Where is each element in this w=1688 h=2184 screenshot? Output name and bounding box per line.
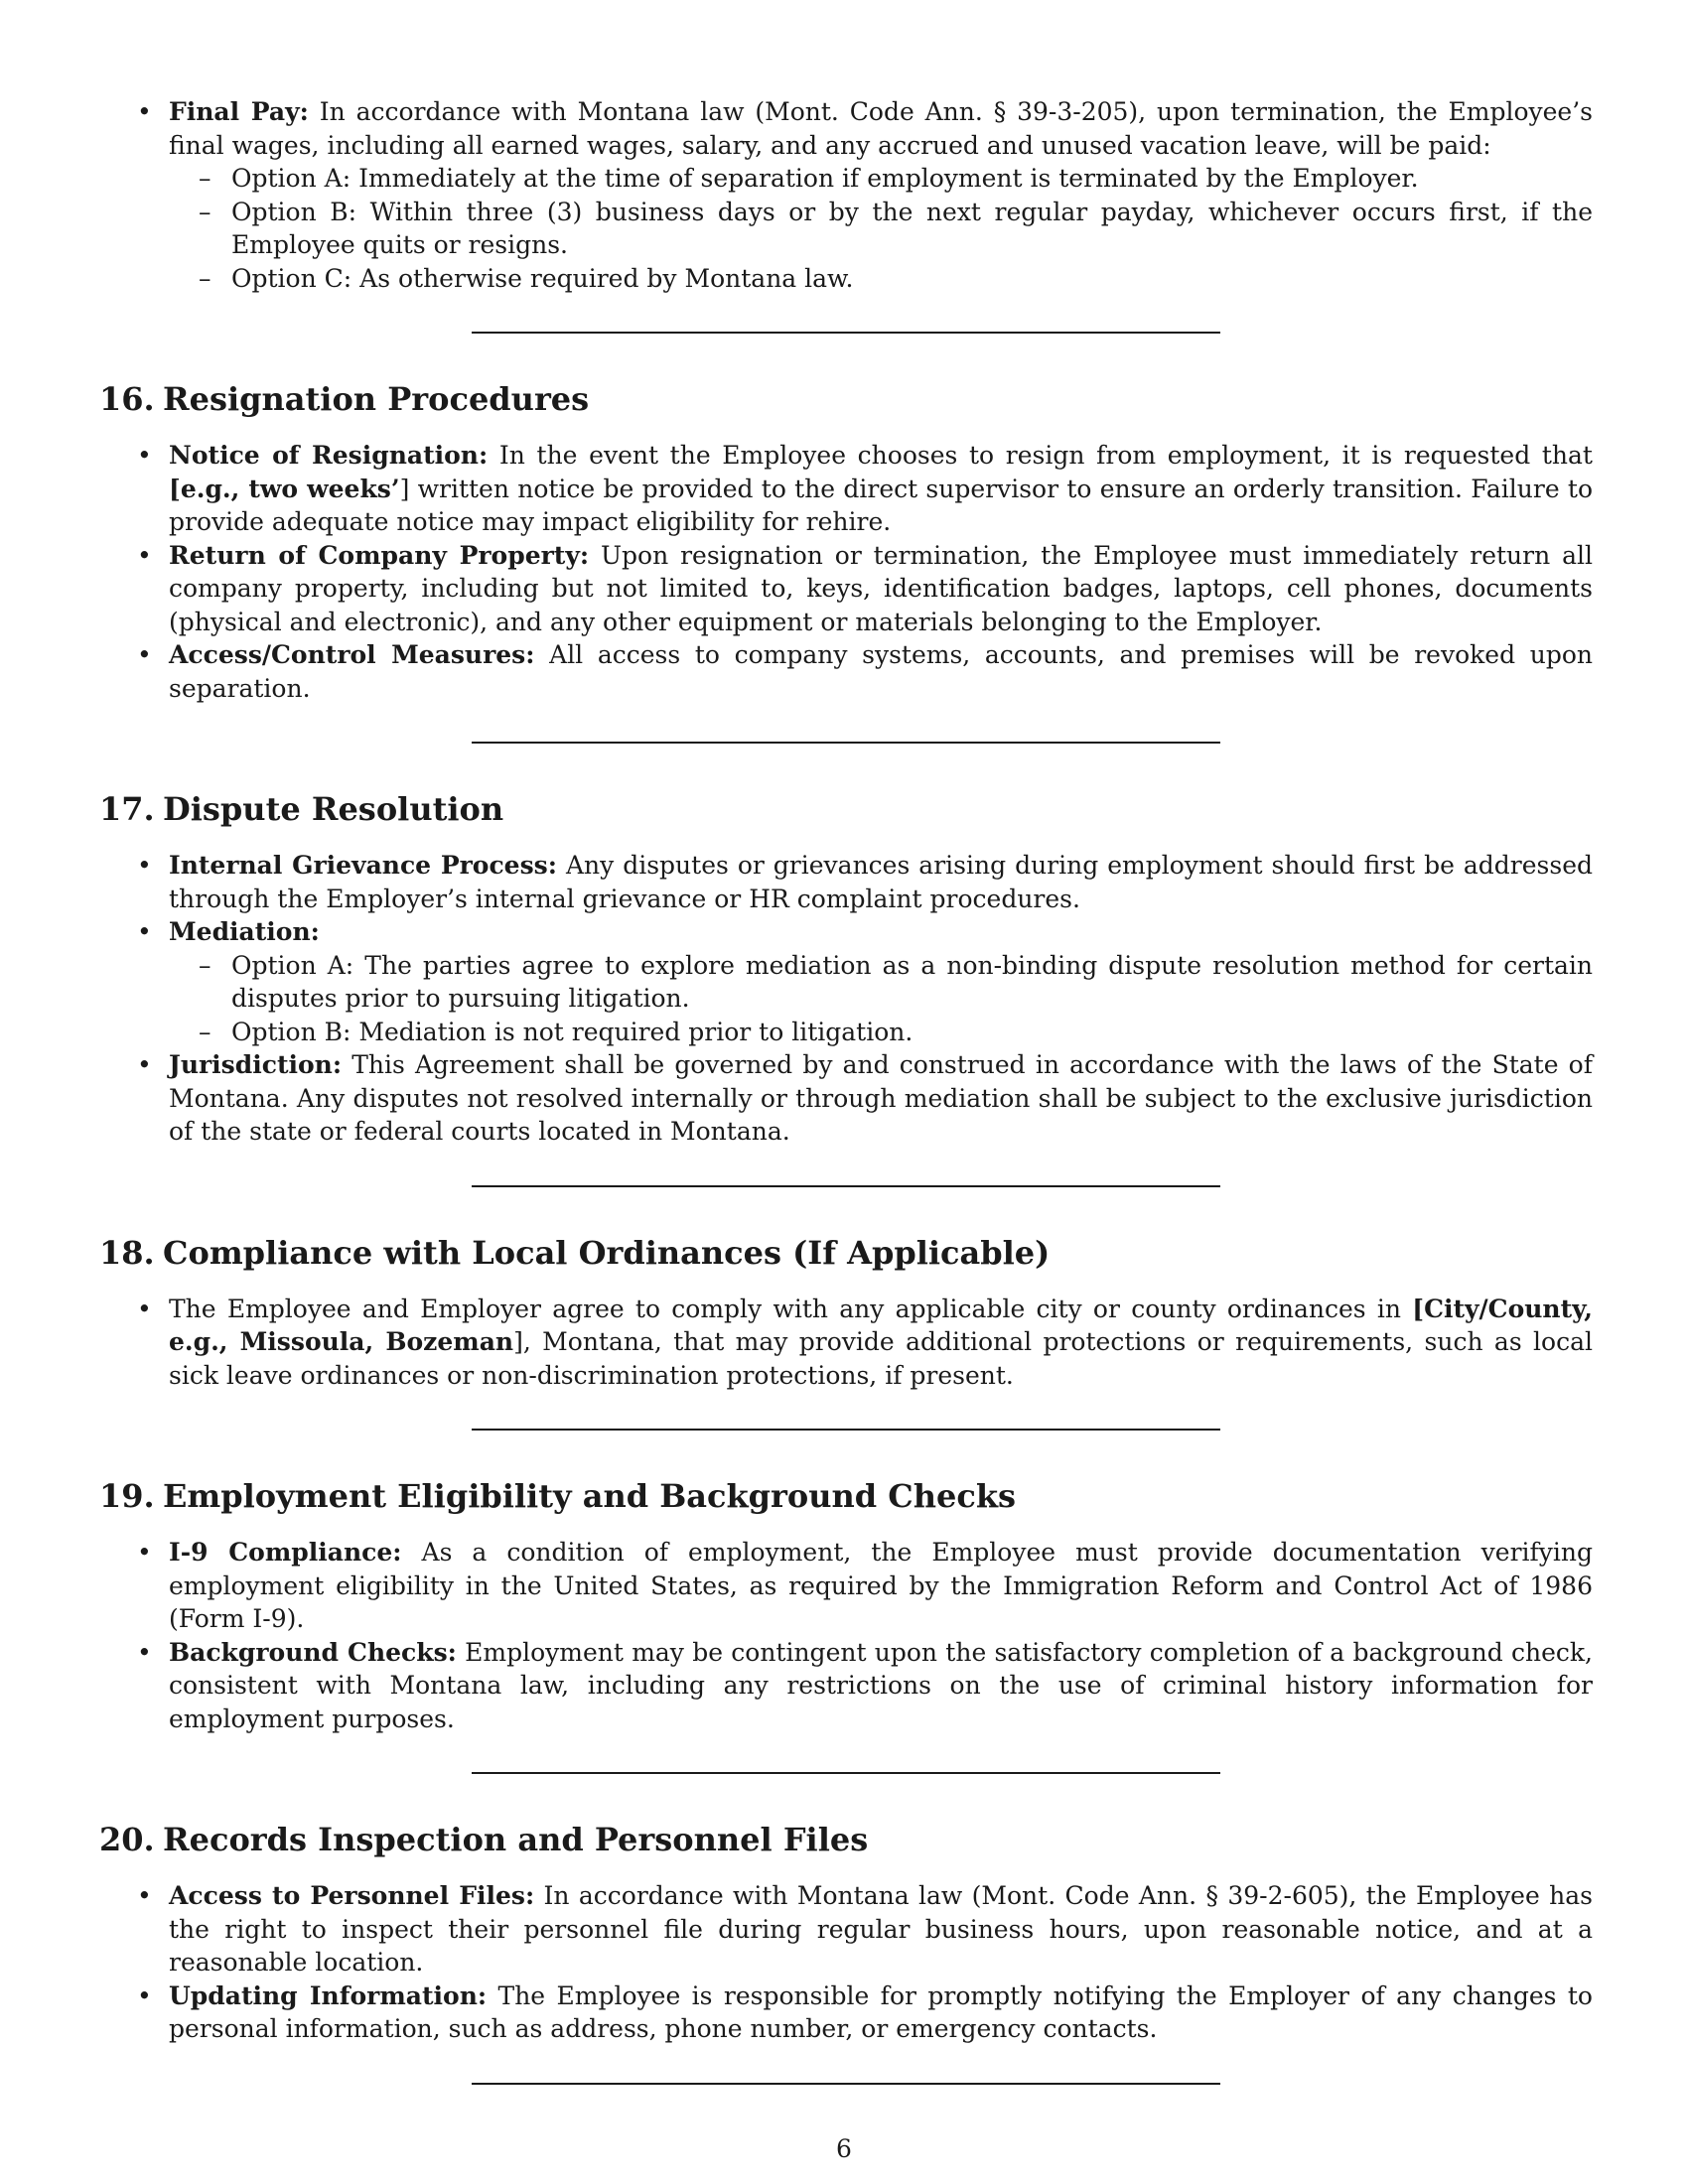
background-checks-item xyxy=(99,1636,1593,1736)
section-18-list xyxy=(99,1293,1593,1393)
option-text: Option B: Mediation is not required prior to litigation. xyxy=(231,1017,914,1046)
section-divider xyxy=(472,742,1220,744)
section-title: Dispute Resolution xyxy=(163,790,504,828)
item-text: In accordance with Montana law (Mont. Code Ann. § 39-2-605), the Employee has the right to inspect their personnel file during regular business hours, upon reasonable notice, and at a reasonable location. xyxy=(169,1881,1593,1977)
bullet-icon: • xyxy=(137,851,152,880)
section-number: 19. xyxy=(99,1477,155,1515)
bullet-icon: • xyxy=(137,97,152,126)
section-divider xyxy=(472,1772,1220,1774)
final-pay-options xyxy=(169,162,1593,295)
final-pay-item xyxy=(99,95,1593,295)
item-label: Jurisdiction: xyxy=(169,1050,343,1079)
section-title: Employment Eligibility and Background Checks xyxy=(163,1477,1017,1515)
item-text: , Montana, that may provide additional protections or requirements, such as local sick leave ordinances or non-discrimination protections, if present. xyxy=(169,1327,1593,1390)
internal-grievance-item xyxy=(99,849,1593,915)
section-divider xyxy=(472,2083,1220,2085)
item-text: written notice be provided to the direct supervisor to ensure an orderly transition. Failure to provide adequate notice may impact eligibility for rehire. xyxy=(169,474,1593,536)
item-label: Access to Personnel Files: xyxy=(169,1881,535,1910)
section-17-heading xyxy=(99,789,1593,829)
final-pay-option-c xyxy=(169,262,1593,296)
page-number: 6 xyxy=(836,2134,852,2163)
i9-compliance-item xyxy=(99,1536,1593,1636)
section-19-list xyxy=(99,1536,1593,1735)
item-text: This Agreement shall be governed by and construed in accordance with the laws of the State of Montana. Any disputes not resolved internally or through mediation shall be subject to the exclusive jurisdiction of the state or federal courts located in Montana. xyxy=(169,1050,1593,1146)
mediation-options xyxy=(169,949,1593,1049)
mediation-option-b xyxy=(169,1016,1593,1049)
section-18-heading xyxy=(99,1233,1593,1273)
bullet-icon: • xyxy=(137,1050,152,1079)
item-text: The Employee and Employer agree to comply with any applicable city or county ordinances in xyxy=(169,1294,1413,1323)
bullet-icon: • xyxy=(137,917,152,946)
placeholder-bracket: ] xyxy=(399,474,410,503)
bullet-icon: • xyxy=(137,640,152,669)
bullet-icon: • xyxy=(137,1538,152,1567)
final-pay-label: Final Pay: xyxy=(169,97,309,126)
item-text: All access to company systems, accounts, and premises will be revoked upon separation. xyxy=(169,640,1593,703)
section-20-heading xyxy=(99,1820,1593,1859)
jurisdiction-item xyxy=(99,1048,1593,1149)
mediation-option-a xyxy=(169,949,1593,1016)
document-page xyxy=(99,95,1593,2085)
option-text: Option A: The parties agree to explore mediation as a non-binding dispute resolution method for certain disputes prior to pursuing litigation. xyxy=(231,950,1593,1013)
item-label: Notice of Resignation: xyxy=(169,441,489,470)
item-label: Background Checks: xyxy=(169,1637,457,1667)
option-text: Option C: As otherwise required by Montana law. xyxy=(231,263,854,293)
updating-information-item xyxy=(99,1979,1593,2046)
item-text: The Employee is responsible for promptly notifying the Employer of any changes to personal information, such as address, phone number, or emergency contacts. xyxy=(169,1980,1593,2043)
section-16-list xyxy=(99,439,1593,705)
item-label: Updating Information: xyxy=(169,1980,488,2010)
bullet-icon: • xyxy=(137,1294,152,1323)
item-text: Upon resignation or termination, the Employee must immediately return all company property, including but not limited to, keys, identification badges, laptops, cell phones, documents (physical and electronic), and any other equipment or materials belonging to the Employer. xyxy=(169,540,1593,636)
section-divider xyxy=(472,1429,1220,1431)
section-number: 18. xyxy=(99,1233,155,1272)
bullet-icon: • xyxy=(137,1980,152,2010)
item-label: Return of Company Property: xyxy=(169,540,590,570)
section-17-list xyxy=(99,849,1593,1149)
item-text: Any disputes or grievances arising during employment should first be addressed through the Employer’s internal grievance or HR complaint procedures. xyxy=(169,851,1593,913)
notice-of-resignation-item xyxy=(99,439,1593,539)
personnel-files-item xyxy=(99,1879,1593,1979)
placeholder-text: [City/County, e.g., Missoula, Bozeman xyxy=(169,1294,1593,1356)
item-label: Access/Control Measures: xyxy=(169,640,535,669)
dash-icon: – xyxy=(199,263,211,293)
item-text: As a condition of employment, the Employee must provide documentation verifying employment eligibility in the United States, as required by the Immigration Reform and Control Act of 1986 (Form I-9). xyxy=(169,1538,1593,1633)
section-20-list xyxy=(99,1879,1593,2046)
dash-icon: – xyxy=(199,164,211,193)
section-title: Resignation Procedures xyxy=(163,380,590,418)
final-pay-option-b xyxy=(169,196,1593,262)
option-text: Option B: Within three (3) business days or by the next regular payday, whichever occurs first, if the Employee quits or resigns. xyxy=(231,197,1593,259)
section-title: Records Inspection and Personnel Files xyxy=(163,1821,869,1858)
final-pay-text: In accordance with Montana law (Mont. Code Ann. § 39-3-205), upon termination, the Employee’s final wages, including all earned wages, salary, and any accrued and unused vacation leave, will be paid: xyxy=(169,97,1593,160)
section-number: 17. xyxy=(99,790,155,828)
dash-icon: – xyxy=(199,950,211,980)
bullet-icon: • xyxy=(137,1637,152,1667)
item-text: In the event the Employee chooses to resign from employment, it is requested that xyxy=(488,441,1593,470)
mediation-item xyxy=(99,915,1593,1048)
item-label: Mediation: xyxy=(169,917,320,946)
item-label: I-9 Compliance: xyxy=(169,1538,402,1567)
final-pay-option-a xyxy=(169,162,1593,196)
access-control-item xyxy=(99,638,1593,705)
return-property-item xyxy=(99,539,1593,639)
section-divider xyxy=(472,1185,1220,1187)
item-text: Employment may be contingent upon the satisfactory completion of a background check, consistent with Montana law, including any restrictions on the use of criminal history information for employment purposes. xyxy=(169,1637,1593,1733)
item-label: Internal Grievance Process: xyxy=(169,851,557,880)
section-19-heading xyxy=(99,1476,1593,1516)
bullet-icon: • xyxy=(137,1881,152,1910)
section-16-heading xyxy=(99,379,1593,419)
final-pay-list xyxy=(99,95,1593,295)
option-text: Option A: Immediately at the time of separation if employment is terminated by the Employer. xyxy=(231,164,1419,193)
section-title: Compliance with Local Ordinances (If Applicable) xyxy=(163,1233,1051,1272)
bullet-icon: • xyxy=(137,441,152,470)
bullet-icon: • xyxy=(137,540,152,570)
placeholder-bracket: ] xyxy=(513,1327,523,1356)
section-number: 20. xyxy=(99,1821,155,1858)
section-number: 16. xyxy=(99,380,155,418)
section-divider xyxy=(472,332,1220,334)
local-ordinances-item xyxy=(99,1293,1593,1393)
dash-icon: – xyxy=(199,197,211,226)
placeholder-text: [e.g., two weeks’ xyxy=(169,474,400,503)
dash-icon: – xyxy=(199,1017,211,1046)
